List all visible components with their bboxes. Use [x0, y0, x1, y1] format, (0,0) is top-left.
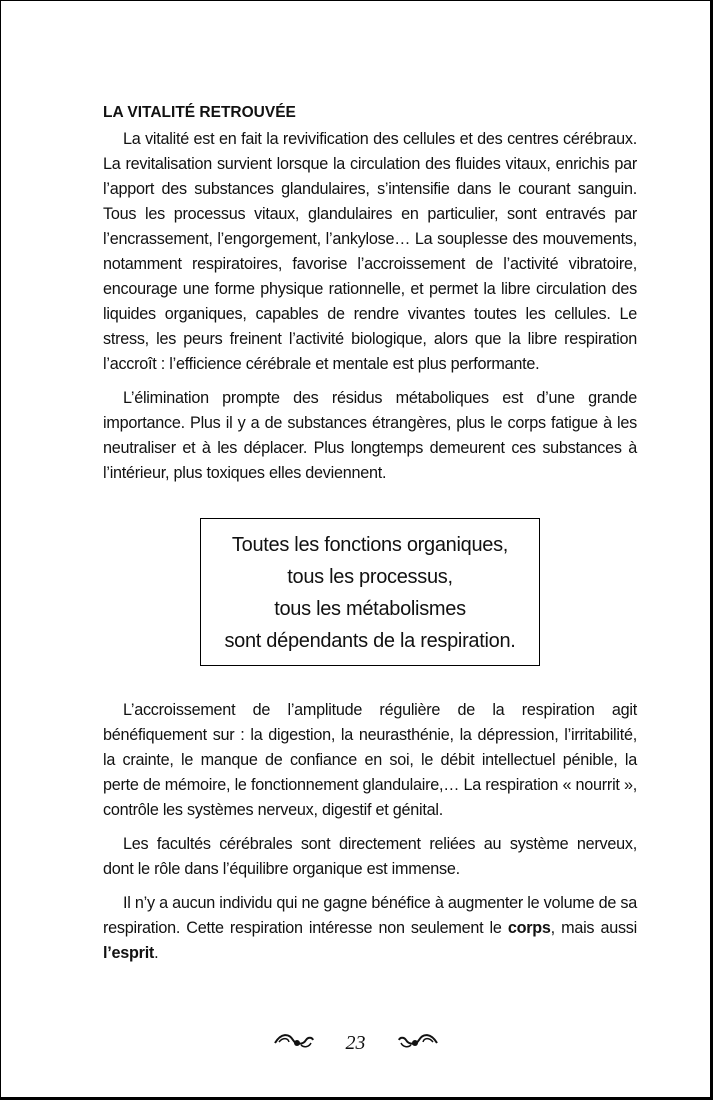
paragraph-amplitude: L’accroissement de l’amplitude régulière de la respiration agit bénéfiquement sur : la digestion, la neurasthénie, la dépression, l’irritabilité, la crainte, le manque de confiance en soi, le débit intellectuel pénible, la perte de mémoire, le fonctionnement glandulaire,… La respiration « nourrit », contrôle les systèmes nerveux, digestif et génital. [103, 701, 637, 819]
paragraph-conclusion [103, 891, 637, 966]
section-title: LA VITALITÉ RETROUVÉE [103, 104, 296, 121]
fleuron-right-icon [397, 1031, 439, 1055]
callout-line: tous les métabolismes [274, 598, 466, 620]
fleuron-left-icon [273, 1031, 315, 1055]
page-number: 23 [345, 1031, 366, 1054]
callout-line: Toutes les fonctions organiques, [231, 534, 509, 556]
emphasis-corps: corps [507, 919, 551, 937]
page-content [103, 101, 637, 975]
emphasis-esprit: l’esprit [103, 944, 155, 962]
callout-box [200, 518, 540, 666]
paragraph-vitality: La vitalité est en fait la revivification des cellules et des centres cérébraux. La revitalisation survient lorsque la circulation des fluides vitaux, enrichis par l’apport des substances glandulaires, s’intensifie dans le courant sanguin. Tous les processus vitaux, glandulaires en particulier, sont entravés par l’encrassement, l’engorgement, l’ankylose… La souplesse des mouvements, notamment respiratoires, favorise l’accroissement de l’activité vibratoire, encourage une forme physique rationnelle, et permet la libre circulation des liquides organiques, capables de rendre vivantes toutes les cellules. Le stress, les peurs freinent l’activité biologique, alors que la libre respiration l’accroît : l’efficience cérébrale et mentale est plus performante. [103, 130, 637, 373]
conclusion-text-end: . [154, 944, 159, 962]
page-footer [1, 1031, 710, 1055]
callout-line: sont dépendants de la respiration. [224, 630, 516, 652]
conclusion-text-middle: , mais aussi [550, 919, 637, 937]
paragraph-elimination: L’élimination prompte des résidus métaboliques est d’une grande importance. Plus il y a de substances étrangères, plus le corps fatigue à les neutraliser et à les déplacer. Plus longtemps demeurent ces substances à l’intérieur, plus toxiques elles deviennent. [103, 389, 637, 482]
callout-line: tous les processus, [287, 566, 453, 588]
paragraph-faculties: Les facultés cérébrales sont directement reliées au système nerveux, dont le rôle dans l’équilibre organique est immense. [103, 835, 637, 878]
conclusion-text: Il n’y a aucun individu qui ne gagne bénéfice à augmenter le volume de sa respiration. Cette respiration intéresse non seulement le [103, 894, 637, 937]
